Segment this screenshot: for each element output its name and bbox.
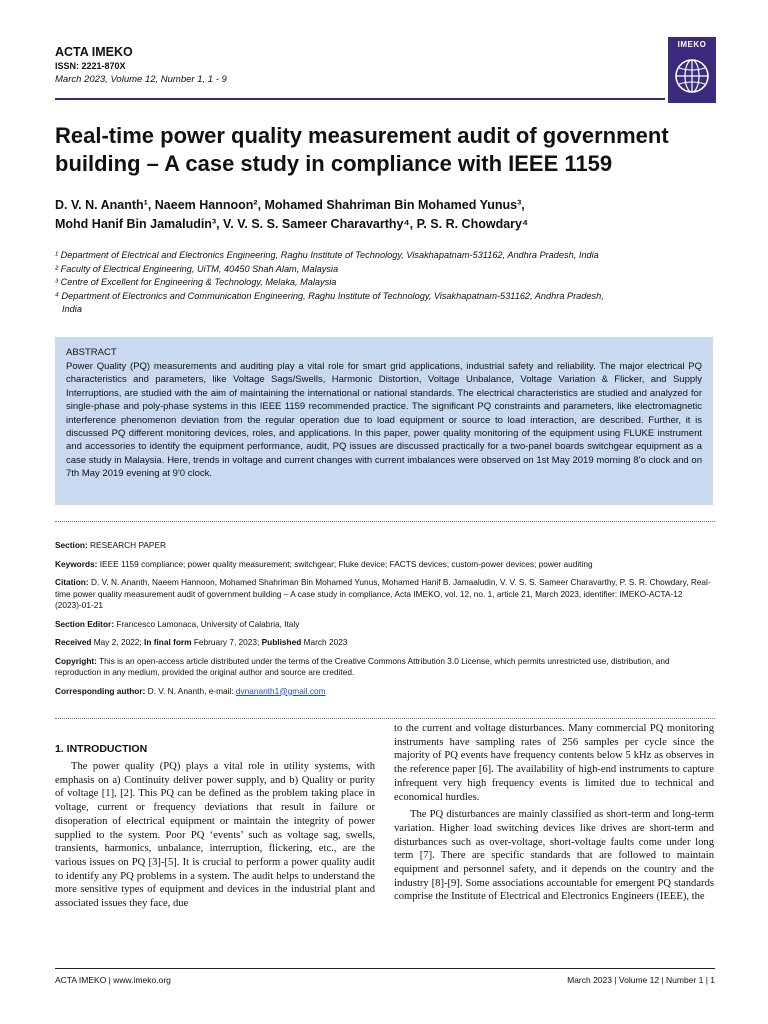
intro-paragraph-left: The power quality (PQ) plays a vital role in utility systems, with emphasis on a) Continuity deliver power supply, and b) Quality or purity of voltage [1], [2]. This PQ can be defined as the problem taking place in voltage, current or frequency deviations that result in failure or disoperation of electrical equipment or maintain the integrity of power supplied to the system. Poor PQ ‘events’ such as voltage sag, swells, transients, harmonics, unbalance, interruption, flickering, etc., are the various issues on PQ [3]-[5]. It is crucial to perform a power quality audit to identify any PQ problems in a system. The audit helps to understand the more sensitive types of equipment and devices in the industrial plant and associated issues they face, due xyxy=(55,761,375,910)
header-rule xyxy=(55,98,665,100)
copyright: Copyright: This is an open-access article distributed under the terms of the Creative Commons Attribution 3.0 License, which permits unrestricted use, distribution, and reproduction in any medium, provided the original author and source are credited. xyxy=(55,655,670,677)
intro-paragraph-right-1: to the current and voltage disturbances. Many commercial PQ monitoring instruments have sampling rates of 256 samples per cycle since the majority of PQ events have frequency contents below 5 kHz as observes in the reference paper [6]. The availability of high-end instruments to capture infrequent very high frequency events is limited due to technical and economical hurdles. xyxy=(394,723,714,803)
section-info: Section: RESEARCH PAPER xyxy=(55,540,166,550)
email-link[interactable]: dvnananth1@gmail.com xyxy=(235,685,326,696)
author-line-2: Mohd Hanif Bin Jamaludin³, V. V. S. S. Sameer Charavarthy⁴, P. S. R. Chowdary⁴ xyxy=(55,217,529,231)
affiliations xyxy=(55,249,715,317)
footer-rule xyxy=(55,968,715,969)
keywords: Keywords: IEEE 1159 compliance; power quality measurement; switchgear; Fluke device; FACTS devices; custom-power devices; power auditing xyxy=(55,558,593,569)
affiliation-4: ⁴ Department of Electronics and Communication Engineering, Raghu Institute of Technology, Visakhapatnam-531162, Andhra Pradesh, xyxy=(55,290,604,301)
dates: Received May 2, 2022; In final form February 7, 2023; Published March 2023 xyxy=(55,637,348,647)
author-line-1: D. V. N. Ananth¹, Naeem Hannoon², Mohamed Shahriman Bin Mohamed Yunus³, xyxy=(55,198,525,212)
imeko-logo-text: IMEKO xyxy=(677,40,707,49)
affiliation-1: ¹ Department of Electrical and Electronics Engineering, Raghu Institute of Technology, Visakhapatnam-531162, Andhra Pradesh, India xyxy=(55,250,599,260)
abstract-text: Power Quality (PQ) measurements and auditing play a vital role for smart grid applications, industrial safety and reliability. The major electrical PQ characteristics and parameters, like Voltage Sags/Swells, Harmonic Distortion, Voltage Unbalance, Voltage Variation & Flicker, and Supply Interruptions, are studied with the aim of maintaining the international or national standards. The electrical characteristics are studied and analyzed for single-phase and poly-phase systems in this IEEE 1159 recommended practice. The significant PQ constraints and parameters, like electromagnetic interference phenomenon deviation from the regular operation due to load equipment or source to load interaction, are described. Further, it is discussed PQ different monitoring devices, roles, and applications. In this paper, power quality monitoring of the equipment using FLUKE instrument and accessories to identify the equipment performance, audit, PQ issues are discussed practically for a two-panel boards switchgear equipment as a case study in Malaysia. Here, trends in voltage and current changes with current imbalances were observed on 1st May 2019 morning 8'o clock and on 7th May 2019 evening at 9'0 clock. xyxy=(66,361,702,480)
corresponding-author: Corresponding author: D. V. N. Ananth, e-mail: dvnananth1@gmail.com xyxy=(55,685,326,696)
journal-name: ACTA IMEKO xyxy=(55,45,133,59)
paper-title: Real-time power quality measurement audit of government building – A case study in compliance with IEEE 1159 xyxy=(55,123,669,176)
affiliation-3: ³ Centre of Excellent for Engineering & Technology, Melaka, Malaysia xyxy=(55,277,337,287)
article-metadata xyxy=(55,540,713,704)
affiliation-2: ² Faculty of Electrical Engineering, UiTM, 40450 Shah Alam, Malaysia xyxy=(55,263,339,274)
footer-page-info: March 2023 | Volume 12 | Number 1 | 1 xyxy=(567,975,715,985)
globe-icon xyxy=(672,52,712,96)
intro-paragraph-right-2: The PQ disturbances are mainly classified as short-term and long-term variation. Higher load switching devices like drives are short-term and disturbances such as over-voltage, short-voltage faults come under long term [7]. There are specific standards that are followed to maintain equipment and personnel safety, and it depends on the country and the industry [8]-[9]. Some associations accountable for emergent PQ standards comprise the Institute of Electrical and Electronics Engineers (IEEE), the xyxy=(394,809,714,903)
section-heading-introduction: 1. INTRODUCTION xyxy=(55,743,148,755)
section-editor: Section Editor: Francesco Lamonaca, University of Calabria, Italy xyxy=(55,618,300,629)
intro-column-right xyxy=(394,722,714,904)
affiliation-4-cont: India xyxy=(62,304,82,314)
issue-date-line: March 2023, Volume 12, Number 1, 1 - 9 xyxy=(55,74,227,85)
abstract-heading: ABSTRACT xyxy=(66,347,117,358)
issn: ISSN: 2221-870X xyxy=(55,61,126,71)
footer-journal: ACTA IMEKO | www.imeko.org xyxy=(55,975,171,985)
citation: Citation: D. V. N. Ananth, Naeem Hannoon, Mohamed Shahriman Bin Mohamed Yunus, Mohamed Hanif B. Jamaaludin, V. V. S. S. Sameer Charavarthy, P. S. R. Chowdary, Real-time power quality measurement audit of government building – A case study in compliance, Acta IMEKO, vol. 12, no. 1, article 21, March 2023, identifier: IMEKO-ACTA-12 (2023)-01-21 xyxy=(55,577,711,610)
divider-bottom xyxy=(55,718,715,719)
author-list xyxy=(55,196,715,234)
divider-top xyxy=(55,521,715,522)
